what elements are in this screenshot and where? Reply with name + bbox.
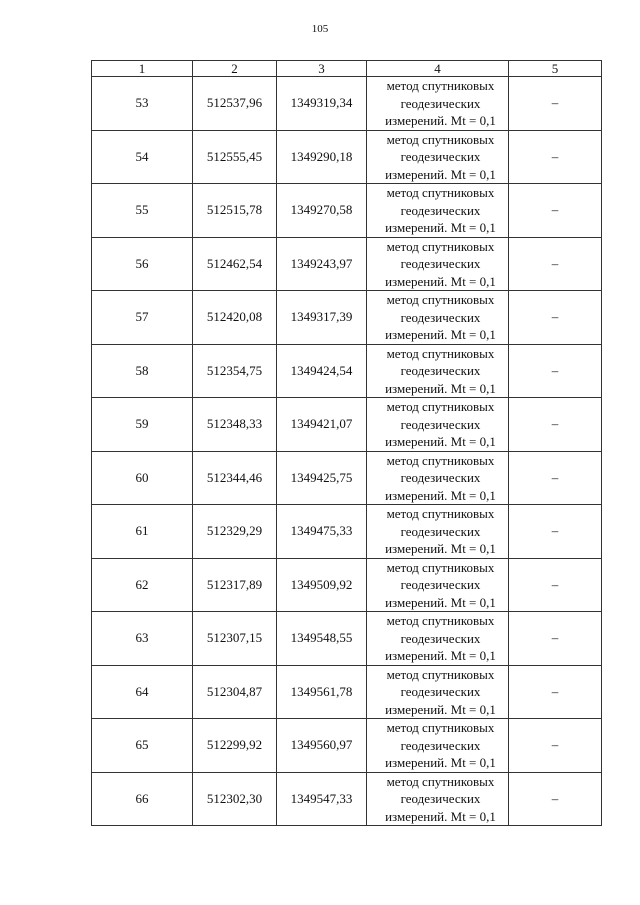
method-cell — [367, 237, 509, 291]
note-cell: – — [509, 665, 602, 719]
method-line: метод спутниковых — [386, 345, 495, 361]
method-line: геодезических — [400, 416, 481, 432]
y-coordinate-cell: 1349319,34 — [277, 77, 367, 131]
x-coordinate-cell: 512329,29 — [193, 505, 277, 559]
column-header-5: 5 — [509, 61, 602, 77]
table-row — [92, 184, 602, 238]
table-row — [92, 344, 602, 398]
method-line: измерений. Mt = 0,1 — [385, 327, 496, 342]
method-line: метод спутниковых — [386, 131, 495, 147]
note-cell: – — [509, 719, 602, 773]
table-row — [92, 719, 602, 773]
method-line: измерений. Mt = 0,1 — [385, 220, 496, 235]
x-coordinate-cell: 512299,92 — [193, 719, 277, 773]
method-line: метод спутниковых — [386, 613, 495, 628]
note-cell: – — [509, 558, 602, 612]
method-line: метод спутниковых — [386, 78, 495, 93]
method-line: измерений. Mt = 0,1 — [385, 701, 496, 717]
method-line: измерений. Mt = 0,1 — [385, 755, 496, 770]
method-line: метод спутниковых — [386, 506, 495, 521]
y-coordinate-cell: 1349421,07 — [277, 398, 367, 452]
y-coordinate-cell: 1349560,97 — [277, 719, 367, 773]
x-coordinate-cell: 512354,75 — [193, 344, 277, 398]
method-line: метод спутниковых — [386, 773, 495, 789]
method-line: метод спутниковых — [386, 238, 495, 254]
method-line: геодезических — [400, 309, 481, 325]
table-row — [92, 558, 602, 612]
method-cell — [367, 772, 509, 826]
y-coordinate-cell: 1349548,55 — [277, 612, 367, 666]
method-line: измерений. Mt = 0,1 — [385, 434, 496, 449]
method-line: измерений. Mt = 0,1 — [385, 166, 496, 182]
y-coordinate-cell: 1349547,33 — [277, 772, 367, 826]
method-line: измерений. Mt = 0,1 — [385, 113, 496, 128]
point-number-cell: 65 — [92, 719, 193, 773]
point-number-cell: 56 — [92, 237, 193, 291]
point-number-cell: 57 — [92, 291, 193, 345]
note-cell: – — [509, 505, 602, 559]
method-cell — [367, 184, 509, 238]
method-line: геодезических — [400, 202, 481, 218]
method-line: метод спутниковых — [386, 559, 495, 575]
method-line: измерений. Mt = 0,1 — [385, 808, 496, 824]
method-cell — [367, 398, 509, 452]
column-header-4: 4 — [367, 61, 509, 77]
x-coordinate-cell: 512302,30 — [193, 772, 277, 826]
method-cell — [367, 612, 509, 666]
method-line: измерений. Mt = 0,1 — [385, 541, 496, 556]
note-cell: – — [509, 237, 602, 291]
x-coordinate-cell: 512462,54 — [193, 237, 277, 291]
method-cell — [367, 291, 509, 345]
point-number-cell: 62 — [92, 558, 193, 612]
point-number-cell: 53 — [92, 77, 193, 131]
header-row — [92, 61, 602, 77]
note-cell: – — [509, 77, 602, 131]
y-coordinate-cell: 1349243,97 — [277, 237, 367, 291]
x-coordinate-cell: 512317,89 — [193, 558, 277, 612]
method-line: геодезических — [400, 791, 481, 806]
method-cell — [367, 665, 509, 719]
y-coordinate-cell: 1349270,58 — [277, 184, 367, 238]
x-coordinate-cell: 512537,96 — [193, 77, 277, 131]
point-number-cell: 54 — [92, 130, 193, 184]
method-line: геодезических — [400, 737, 481, 753]
column-header-2: 2 — [193, 61, 277, 77]
coordinates-table — [91, 60, 602, 826]
x-coordinate-cell: 512515,78 — [193, 184, 277, 238]
method-line: геодезических — [400, 577, 481, 592]
note-cell: – — [509, 451, 602, 505]
point-number-cell: 59 — [92, 398, 193, 452]
note-cell: – — [509, 130, 602, 184]
table-row — [92, 130, 602, 184]
note-cell: – — [509, 184, 602, 238]
column-header-3: 3 — [277, 61, 367, 77]
method-line: геодезических — [400, 363, 481, 378]
method-line: геодезических — [400, 630, 481, 646]
method-cell — [367, 558, 509, 612]
x-coordinate-cell: 512304,87 — [193, 665, 277, 719]
method-line: геодезических — [400, 95, 481, 111]
point-number-cell: 64 — [92, 665, 193, 719]
method-line: геодезических — [400, 523, 481, 539]
method-line: измерений. Mt = 0,1 — [385, 594, 496, 610]
table-row — [92, 505, 602, 559]
note-cell: – — [509, 772, 602, 826]
point-number-cell: 61 — [92, 505, 193, 559]
method-line: метод спутниковых — [386, 185, 495, 200]
method-line: измерений. Mt = 0,1 — [385, 380, 496, 396]
method-line: геодезических — [400, 256, 481, 271]
method-cell — [367, 344, 509, 398]
y-coordinate-cell: 1349475,33 — [277, 505, 367, 559]
method-cell — [367, 77, 509, 131]
y-coordinate-cell: 1349424,54 — [277, 344, 367, 398]
table-row — [92, 451, 602, 505]
method-line: метод спутниковых — [386, 452, 495, 468]
method-line: геодезических — [400, 684, 481, 699]
note-cell: – — [509, 398, 602, 452]
point-number-cell: 66 — [92, 772, 193, 826]
x-coordinate-cell: 512307,15 — [193, 612, 277, 666]
x-coordinate-cell: 512420,08 — [193, 291, 277, 345]
method-line: метод спутниковых — [386, 720, 495, 735]
y-coordinate-cell: 1349425,75 — [277, 451, 367, 505]
table-row — [92, 772, 602, 826]
column-header-1: 1 — [92, 61, 193, 77]
point-number-cell: 58 — [92, 344, 193, 398]
x-coordinate-cell: 512344,46 — [193, 451, 277, 505]
table-row — [92, 237, 602, 291]
table-row — [92, 77, 602, 131]
page-number: 105 — [311, 23, 329, 35]
note-cell: – — [509, 344, 602, 398]
table-row — [92, 612, 602, 666]
method-cell — [367, 505, 509, 559]
method-line: измерений. Mt = 0,1 — [385, 648, 496, 663]
table-row — [92, 665, 602, 719]
y-coordinate-cell: 1349509,92 — [277, 558, 367, 612]
method-line: метод спутниковых — [386, 292, 495, 307]
method-line: геодезических — [400, 470, 481, 485]
y-coordinate-cell: 1349317,39 — [277, 291, 367, 345]
table-row — [92, 398, 602, 452]
method-line: измерений. Mt = 0,1 — [385, 487, 496, 503]
x-coordinate-cell: 512348,33 — [193, 398, 277, 452]
x-coordinate-cell: 512555,45 — [193, 130, 277, 184]
point-number-cell: 63 — [92, 612, 193, 666]
point-number-cell: 55 — [92, 184, 193, 238]
note-cell: – — [509, 612, 602, 666]
method-line: метод спутниковых — [386, 666, 495, 682]
method-line: геодезических — [400, 149, 481, 164]
note-cell: – — [509, 291, 602, 345]
y-coordinate-cell: 1349561,78 — [277, 665, 367, 719]
point-number-cell: 60 — [92, 451, 193, 505]
table-row — [92, 291, 602, 345]
y-coordinate-cell: 1349290,18 — [277, 130, 367, 184]
method-line: измерений. Mt = 0,1 — [385, 273, 496, 289]
method-cell — [367, 451, 509, 505]
method-line: метод спутниковых — [386, 399, 495, 414]
method-cell — [367, 130, 509, 184]
method-cell — [367, 719, 509, 773]
